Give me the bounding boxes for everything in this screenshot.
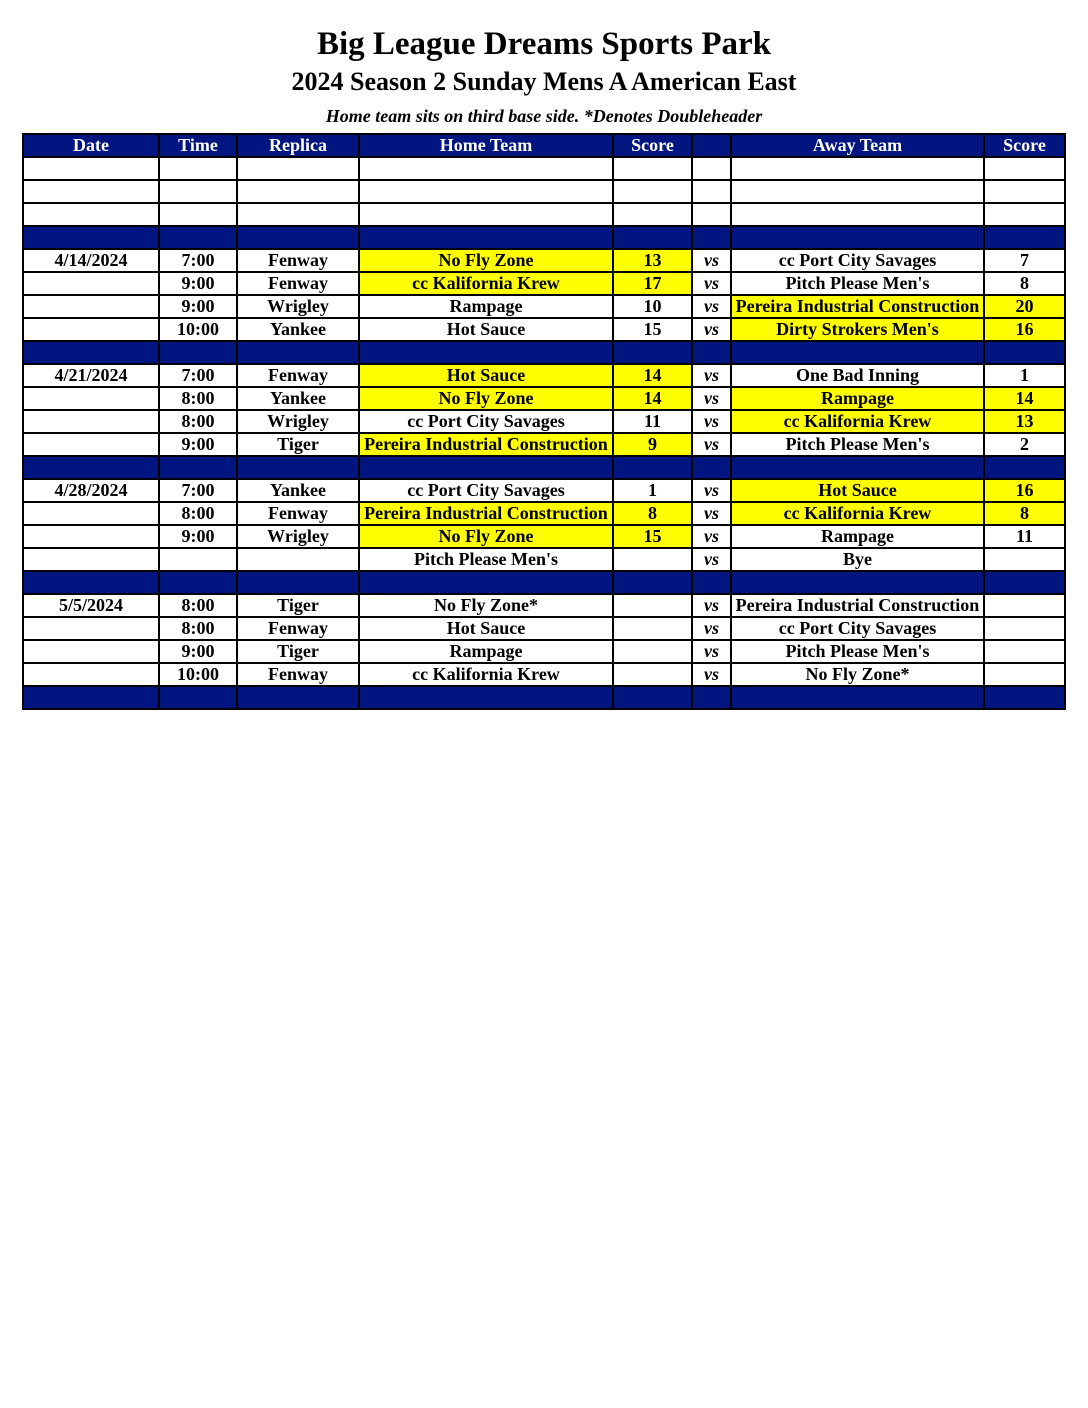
- game-time: 8:00: [159, 617, 237, 640]
- game-replica: Yankee: [237, 318, 359, 341]
- home-score: 1: [613, 479, 692, 502]
- page-subtitle: 2024 Season 2 Sunday Mens A American East: [291, 67, 797, 96]
- game-time: 10:00: [159, 318, 237, 341]
- home-team: No Fly Zone: [359, 249, 613, 272]
- game-time: [159, 548, 237, 571]
- home-score: 9: [613, 433, 692, 456]
- away-team: Dirty Strokers Men's: [731, 318, 984, 341]
- away-score: 14: [984, 387, 1065, 410]
- home-team: Hot Sauce: [359, 617, 613, 640]
- away-score: 1: [984, 364, 1065, 387]
- game-replica: Fenway: [237, 502, 359, 525]
- game-row: [23, 502, 1065, 525]
- blank-row: [23, 180, 1065, 203]
- away-score: 8: [984, 502, 1065, 525]
- away-team: Pitch Please Men's: [731, 640, 984, 663]
- home-team: Pereira Industrial Construction: [359, 433, 613, 456]
- game-row: [23, 364, 1065, 387]
- game-date: 4/14/2024: [23, 249, 159, 272]
- away-team: cc Kalifornia Krew: [731, 502, 984, 525]
- game-time: 8:00: [159, 502, 237, 525]
- away-score: [984, 548, 1065, 571]
- home-score: 15: [613, 318, 692, 341]
- versus-label: vs: [692, 387, 731, 410]
- home-score: 17: [613, 272, 692, 295]
- versus-label: vs: [692, 272, 731, 295]
- game-row: [23, 410, 1065, 433]
- game-time: 10:00: [159, 663, 237, 686]
- home-team: cc Kalifornia Krew: [359, 272, 613, 295]
- versus-label: vs: [692, 640, 731, 663]
- game-row: [23, 249, 1065, 272]
- versus-label: vs: [692, 295, 731, 318]
- versus-label: vs: [692, 410, 731, 433]
- home-team: Rampage: [359, 640, 613, 663]
- away-team: Bye: [731, 548, 984, 571]
- game-replica: Fenway: [237, 617, 359, 640]
- game-time: 9:00: [159, 272, 237, 295]
- header-row: [23, 134, 1065, 157]
- game-row: [23, 387, 1065, 410]
- home-team: Rampage: [359, 295, 613, 318]
- game-replica: Fenway: [237, 364, 359, 387]
- column-header-date: Date: [23, 134, 159, 157]
- week-separator: [23, 571, 1065, 594]
- away-score: 7: [984, 249, 1065, 272]
- away-score: 16: [984, 318, 1065, 341]
- game-replica: Fenway: [237, 663, 359, 686]
- away-team: Hot Sauce: [731, 479, 984, 502]
- away-team: Pitch Please Men's: [731, 433, 984, 456]
- away-team: Pereira Industrial Construction: [731, 594, 984, 617]
- home-team: cc Port City Savages: [359, 479, 613, 502]
- game-row: [23, 617, 1065, 640]
- home-score: 14: [613, 387, 692, 410]
- away-team: Pitch Please Men's: [731, 272, 984, 295]
- away-team: No Fly Zone*: [731, 663, 984, 686]
- game-row: [23, 318, 1065, 341]
- game-row: [23, 663, 1065, 686]
- column-header-vs: [692, 134, 731, 157]
- home-team: Pitch Please Men's: [359, 548, 613, 571]
- week-separator: [23, 686, 1065, 709]
- game-date: 5/5/2024: [23, 594, 159, 617]
- home-score: [613, 640, 692, 663]
- doubleheader-note: Home team sits on third base side. *Denotes Doubleheader: [325, 106, 763, 126]
- game-row: [23, 272, 1065, 295]
- schedule-table: [22, 133, 1066, 710]
- game-replica: Wrigley: [237, 525, 359, 548]
- game-row: [23, 548, 1065, 571]
- column-header-time: Time: [159, 134, 237, 157]
- versus-label: vs: [692, 433, 731, 456]
- game-date: 4/21/2024: [23, 364, 159, 387]
- home-team: No Fly Zone: [359, 387, 613, 410]
- game-time: 9:00: [159, 433, 237, 456]
- game-time: 7:00: [159, 364, 237, 387]
- column-header-home-score: Score: [613, 134, 692, 157]
- home-team: cc Port City Savages: [359, 410, 613, 433]
- week-separator: [23, 226, 1065, 249]
- game-replica: Tiger: [237, 433, 359, 456]
- versus-label: vs: [692, 502, 731, 525]
- game-time: 9:00: [159, 640, 237, 663]
- blank-row: [23, 157, 1065, 180]
- column-header-replica: Replica: [237, 134, 359, 157]
- away-team: One Bad Inning: [731, 364, 984, 387]
- home-score: [613, 548, 692, 571]
- column-header-away-team: Away Team: [731, 134, 984, 157]
- home-score: [613, 663, 692, 686]
- home-team: Hot Sauce: [359, 364, 613, 387]
- game-date: 4/28/2024: [23, 479, 159, 502]
- versus-label: vs: [692, 663, 731, 686]
- game-replica: Tiger: [237, 640, 359, 663]
- home-score: [613, 594, 692, 617]
- week-separator: [23, 341, 1065, 364]
- away-score: 2: [984, 433, 1065, 456]
- game-time: 7:00: [159, 249, 237, 272]
- away-score: 13: [984, 410, 1065, 433]
- game-time: 9:00: [159, 525, 237, 548]
- game-time: 8:00: [159, 410, 237, 433]
- home-team: cc Kalifornia Krew: [359, 663, 613, 686]
- versus-label: vs: [692, 249, 731, 272]
- away-team: cc Port City Savages: [731, 249, 984, 272]
- home-score: 10: [613, 295, 692, 318]
- game-row: [23, 295, 1065, 318]
- home-score: 8: [613, 502, 692, 525]
- game-replica: Wrigley: [237, 295, 359, 318]
- away-score: 8: [984, 272, 1065, 295]
- game-replica: [237, 548, 359, 571]
- away-score: 20: [984, 295, 1065, 318]
- home-team: No Fly Zone*: [359, 594, 613, 617]
- versus-label: vs: [692, 617, 731, 640]
- versus-label: vs: [692, 594, 731, 617]
- versus-label: vs: [692, 364, 731, 387]
- away-team: Pereira Industrial Construction: [731, 295, 984, 318]
- away-score: [984, 640, 1065, 663]
- game-replica: Fenway: [237, 272, 359, 295]
- game-replica: Yankee: [237, 387, 359, 410]
- versus-label: vs: [692, 525, 731, 548]
- game-time: 9:00: [159, 295, 237, 318]
- game-row: [23, 525, 1065, 548]
- away-team: Rampage: [731, 525, 984, 548]
- game-row: [23, 594, 1065, 617]
- column-header-home-team: Home Team: [359, 134, 613, 157]
- away-score: [984, 617, 1065, 640]
- away-team: Rampage: [731, 387, 984, 410]
- game-time: 8:00: [159, 594, 237, 617]
- game-row: [23, 433, 1065, 456]
- home-score: 13: [613, 249, 692, 272]
- game-row: [23, 640, 1065, 663]
- home-score: 14: [613, 364, 692, 387]
- home-team: Pereira Industrial Construction: [359, 502, 613, 525]
- page-title: Big League Dreams Sports Park: [316, 26, 772, 62]
- home-team: Hot Sauce: [359, 318, 613, 341]
- versus-label: vs: [692, 318, 731, 341]
- away-score: [984, 663, 1065, 686]
- game-replica: Fenway: [237, 249, 359, 272]
- away-team: cc Kalifornia Krew: [731, 410, 984, 433]
- game-time: 7:00: [159, 479, 237, 502]
- game-replica: Yankee: [237, 479, 359, 502]
- week-separator: [23, 456, 1065, 479]
- away-score: 11: [984, 525, 1065, 548]
- home-team: No Fly Zone: [359, 525, 613, 548]
- column-header-away-score: Score: [984, 134, 1065, 157]
- away-team: cc Port City Savages: [731, 617, 984, 640]
- away-score: [984, 594, 1065, 617]
- game-replica: Tiger: [237, 594, 359, 617]
- game-row: [23, 479, 1065, 502]
- game-time: 8:00: [159, 387, 237, 410]
- game-replica: Wrigley: [237, 410, 359, 433]
- versus-label: vs: [692, 548, 731, 571]
- home-score: 15: [613, 525, 692, 548]
- away-score: 16: [984, 479, 1065, 502]
- home-score: [613, 617, 692, 640]
- versus-label: vs: [692, 479, 731, 502]
- home-score: 11: [613, 410, 692, 433]
- blank-row: [23, 203, 1065, 226]
